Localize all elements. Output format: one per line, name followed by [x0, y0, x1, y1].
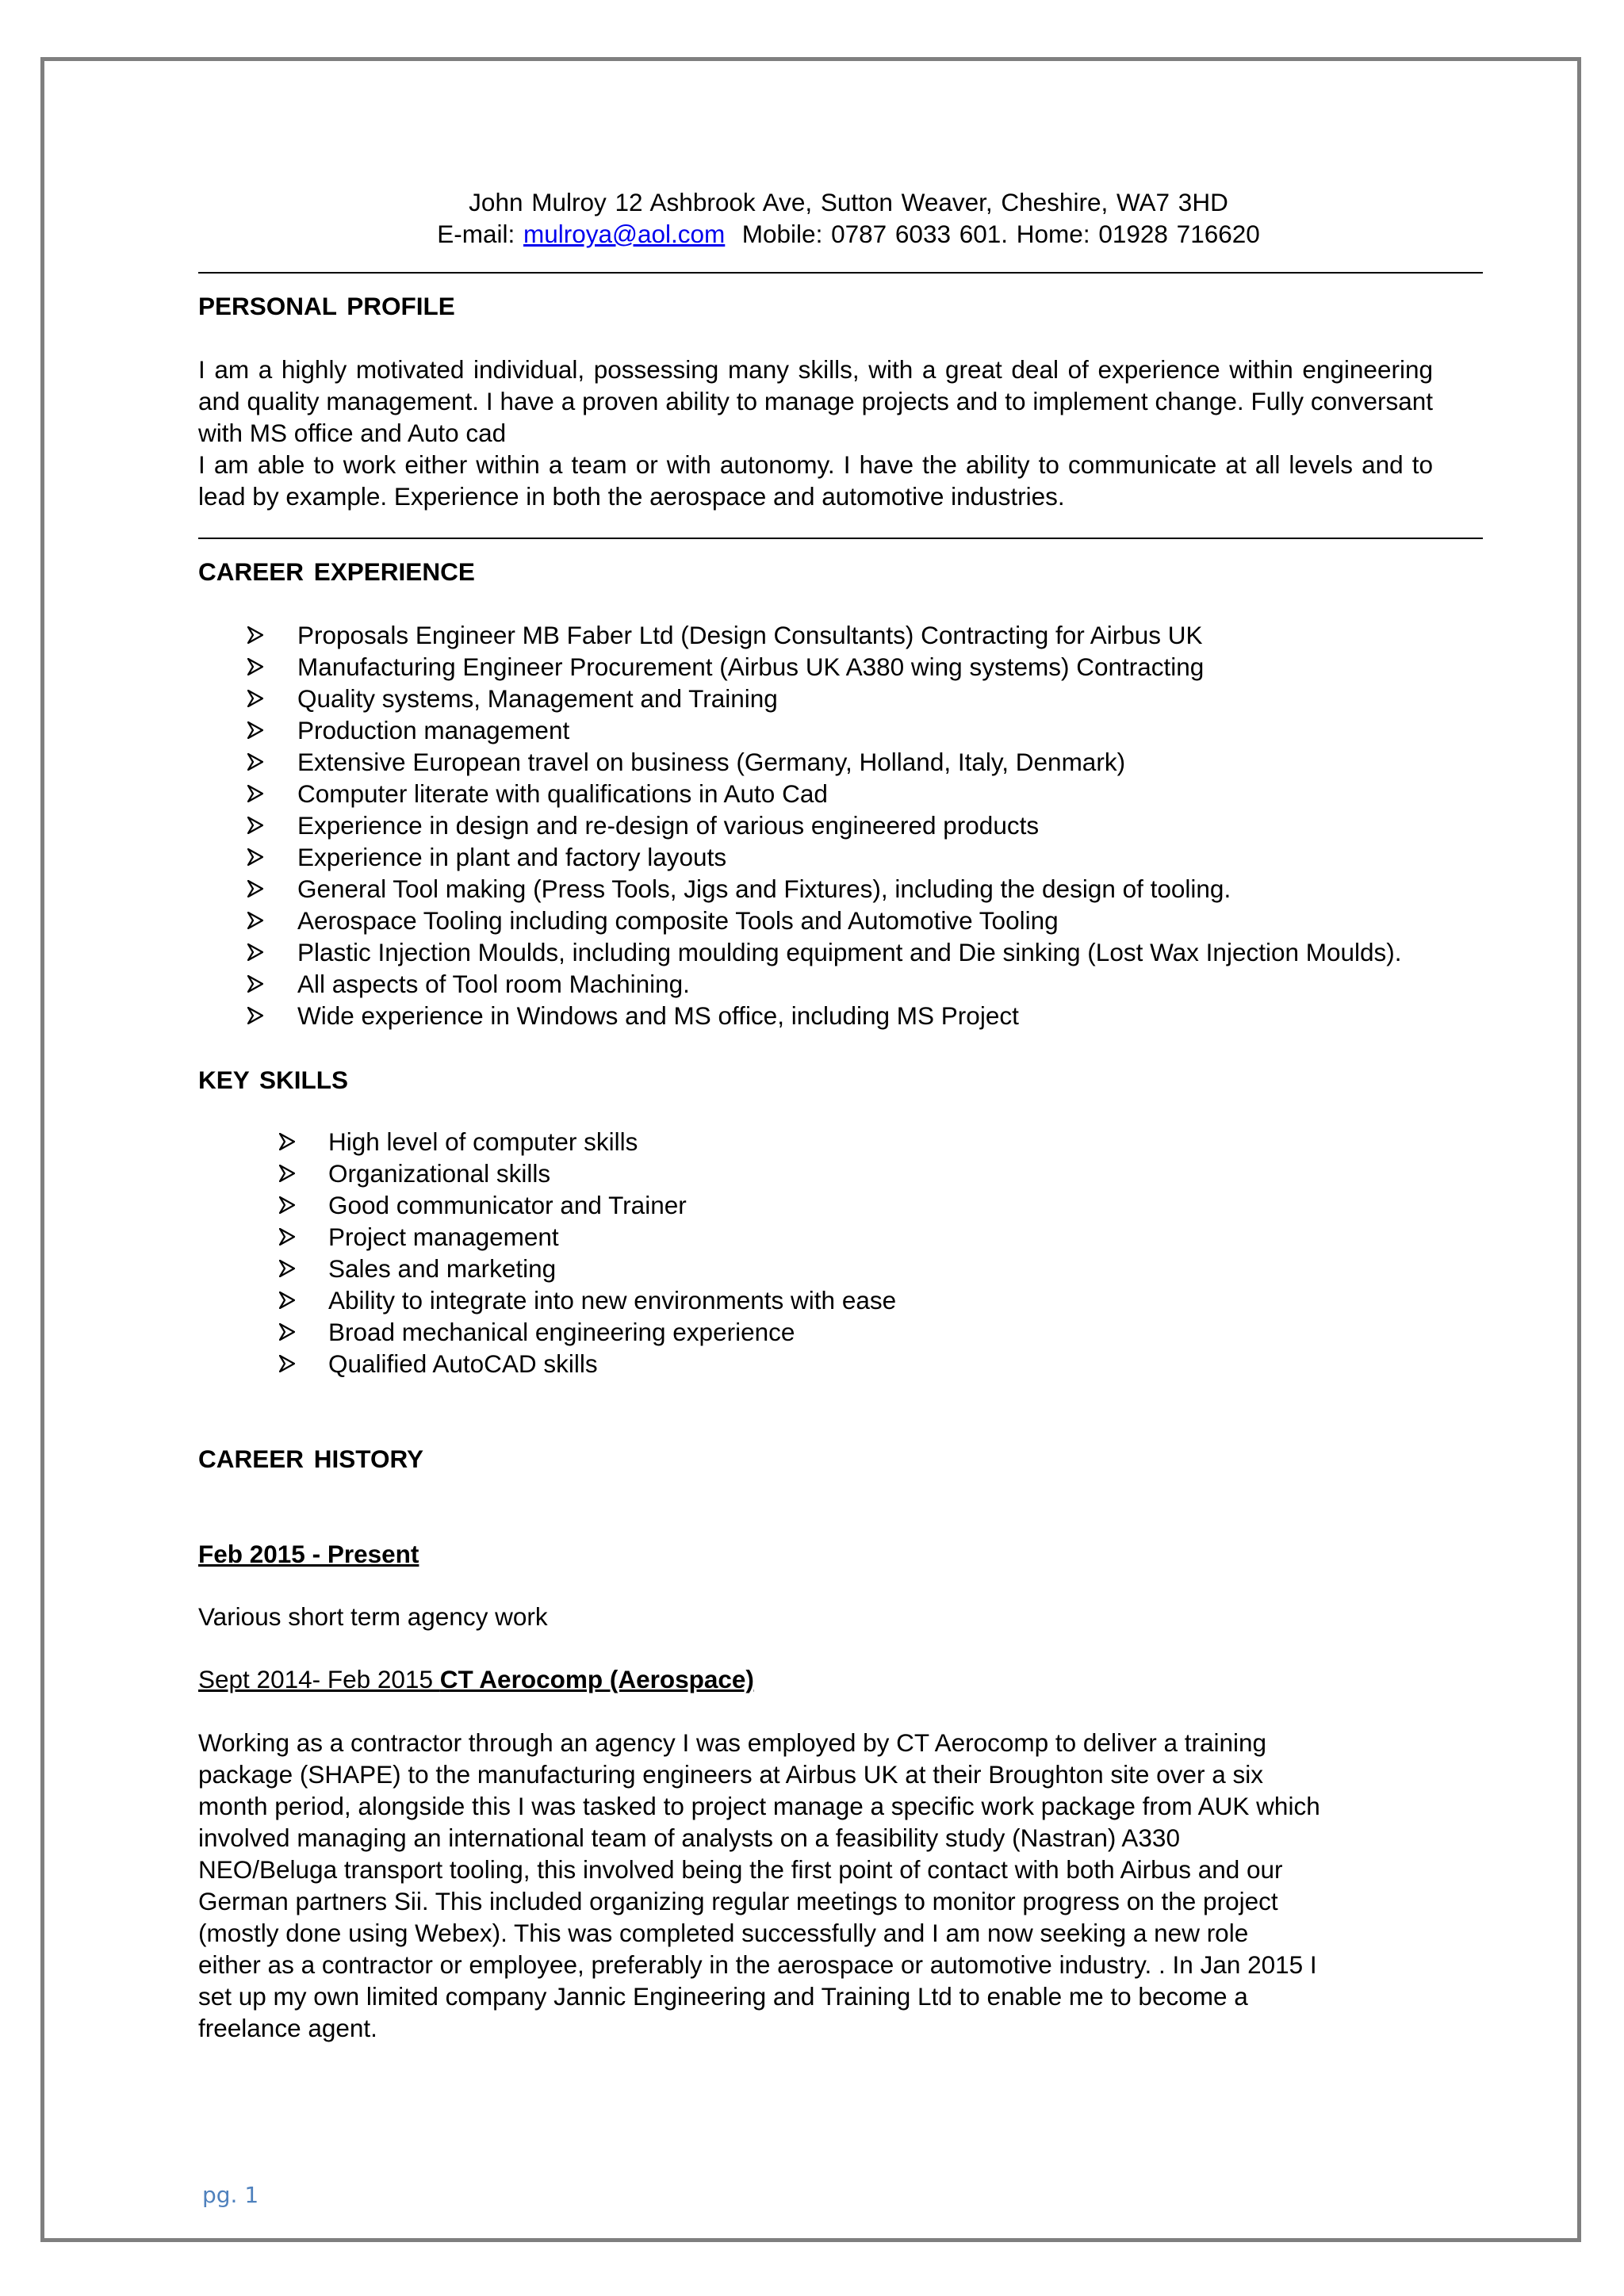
experience-item-text: General Tool making (Press Tools, Jigs and Fixtures), including the design of tooling. — [297, 874, 1231, 903]
arrow-bullet-icon — [247, 619, 263, 644]
history-entry-dates: Feb 2015 - Present — [198, 1540, 419, 1568]
history-entry-description — [198, 1727, 1467, 2044]
skill-item-text: Sales and marketing — [328, 1254, 557, 1283]
contact-line — [214, 218, 1483, 250]
arrow-bullet-icon — [247, 683, 263, 707]
arrow-bullet-icon — [247, 651, 263, 675]
history-text-line: package (SHAPE) to the manufacturing engineers at Airbus UK at their Broughton site over a six — [198, 1760, 1263, 1789]
skill-item — [198, 1253, 1483, 1284]
skill-item — [198, 1284, 1483, 1316]
experience-item — [198, 619, 1483, 651]
experience-item — [198, 778, 1483, 809]
skill-item-text: High level of computer skills — [328, 1127, 638, 1156]
history-text-line: involved managing an international team of analysts on a feasibility study (Nastran) A330 — [198, 1823, 1180, 1852]
arrow-bullet-icon — [247, 905, 263, 929]
arrow-bullet-icon — [247, 841, 263, 866]
experience-item — [198, 841, 1483, 873]
arrow-bullet-icon — [247, 1000, 263, 1024]
career-experience-title: CAREER EXPERIENCE — [198, 557, 475, 586]
skill-item — [198, 1348, 1483, 1380]
experience-item — [198, 1000, 1483, 1031]
skill-item-text: Broad mechanical engineering experience — [328, 1318, 795, 1346]
experience-item — [198, 651, 1483, 683]
experience-item-text: Manufacturing Engineer Procurement (Airbus UK A380 wing systems) Contracting — [297, 652, 1205, 681]
personal-profile-title: PERSONAL PROFILE — [198, 292, 455, 320]
arrow-bullet-icon — [247, 778, 263, 802]
experience-item — [198, 936, 1483, 968]
experience-item-text: Experience in plant and factory layouts — [297, 843, 727, 871]
arrow-bullet-icon — [247, 714, 263, 739]
history-text-line: NEO/Beluga transport tooling, this involved being the first point of contact with both Airbus and our — [198, 1855, 1283, 1884]
page-number: pg. 1 — [202, 2182, 259, 2208]
arrow-bullet-icon — [279, 1316, 295, 1341]
arrow-bullet-icon — [279, 1189, 295, 1214]
skill-item — [198, 1221, 1483, 1253]
career-history-title: CAREER HISTORY — [198, 1445, 424, 1473]
contact-header — [214, 186, 1483, 250]
experience-item — [198, 873, 1483, 905]
career-experience-list — [198, 619, 1483, 1031]
arrow-bullet-icon — [279, 1221, 295, 1246]
arrow-bullet-icon — [247, 936, 263, 961]
key-skills-list — [198, 1126, 1483, 1380]
arrow-bullet-icon — [279, 1158, 295, 1182]
profile-paragraph: I am a highly motivated individual, possessing many skills, with a great deal of experience within engineering and quality management. I have a proven ability to manage projects and to implement change. Fully conversant with MS office and Auto cad — [198, 355, 1433, 447]
experience-item-text: Proposals Engineer MB Faber Ltd (Design Consultants) Contracting for Airbus UK — [297, 621, 1203, 649]
experience-item-text: Computer literate with qualifications in Auto Cad — [297, 779, 828, 808]
arrow-bullet-icon — [247, 968, 263, 993]
arrow-bullet-icon — [279, 1253, 295, 1277]
skill-item — [198, 1126, 1483, 1158]
skill-item-text: Project management — [328, 1223, 559, 1251]
arrow-bullet-icon — [247, 746, 263, 771]
history-text-line: set up my own limited company Jannic Engineering and Training Ltd to enable me to become a — [198, 1982, 1248, 2011]
experience-item — [198, 683, 1483, 714]
history-text-line: either as a contractor or employee, preferably in the aerospace or automotive industry. . In Jan 2015 I — [198, 1950, 1317, 1979]
skill-item — [198, 1189, 1483, 1221]
email-link[interactable]: mulroya@aol.com — [523, 220, 726, 248]
personal-profile-text — [198, 354, 1433, 512]
experience-item-text: Production management — [297, 716, 570, 744]
history-text-line: Working as a contractor through an agency I was employed by CT Aerocomp to deliver a training — [198, 1728, 1267, 1757]
experience-item-text: Aerospace Tooling including composite Tools and Automotive Tooling — [297, 906, 1059, 935]
experience-item — [198, 905, 1483, 936]
resume-content — [198, 186, 1483, 2044]
experience-item — [198, 809, 1483, 841]
history-entry-heading — [198, 1663, 1483, 1695]
experience-item — [198, 968, 1483, 1000]
skill-item — [198, 1316, 1483, 1348]
name-address-line: John Mulroy 12 Ashbrook Ave, Sutton Weaver, Cheshire, WA7 3HD — [469, 188, 1228, 216]
experience-item-text: Extensive European travel on business (Germany, Holland, Italy, Denmark) — [297, 748, 1126, 776]
experience-item — [198, 714, 1483, 746]
profile-paragraph: I am able to work either within a team or with autonomy. I have the ability to communicate at all levels and to lead by example. Experience in both the aerospace and automotive industries. — [198, 450, 1433, 511]
experience-item-text: Quality systems, Management and Training — [297, 684, 778, 713]
history-entry-company: CT Aerocomp (Aerospace) — [439, 1665, 754, 1693]
history-text-line: month period, alongside this I was tasked to project manage a specific work package from AUK which — [198, 1792, 1320, 1820]
arrow-bullet-icon — [247, 873, 263, 897]
arrow-bullet-icon — [279, 1126, 295, 1150]
experience-item-text: Plastic Injection Moulds, including moulding equipment and Die sinking (Lost Wax Injection Moulds). — [297, 938, 1402, 966]
history-entry-dates: Sept 2014- Feb 2015 — [198, 1665, 440, 1693]
key-skills-title: KEY SKILLS — [198, 1066, 348, 1094]
email-label: E-mail: — [437, 220, 523, 248]
history-text-line: German partners Sii. This included organizing regular meetings to monitor progress on the project — [198, 1887, 1278, 1915]
history-text-line: freelance agent. — [198, 2014, 377, 2042]
experience-item — [198, 746, 1483, 778]
arrow-bullet-icon — [279, 1284, 295, 1309]
experience-item-text: Experience in design and re-design of various engineered products — [297, 811, 1040, 840]
history-entry-description: Various short term agency work — [198, 1602, 548, 1631]
experience-item-text: Wide experience in Windows and MS office, including MS Project — [297, 1001, 1019, 1030]
skill-item-text: Good communicator and Trainer — [328, 1191, 687, 1219]
skill-item — [198, 1158, 1483, 1189]
phone-numbers: Mobile: 0787 6033 601. Home: 01928 716620 — [725, 220, 1260, 248]
arrow-bullet-icon — [247, 809, 263, 834]
experience-item-text: All aspects of Tool room Machining. — [297, 970, 690, 998]
skill-item-text: Qualified AutoCAD skills — [328, 1349, 598, 1378]
history-text-line: (mostly done using Webex). This was completed successfully and I am now seeking a new role — [198, 1919, 1249, 1947]
skill-item-text: Organizational skills — [328, 1159, 551, 1188]
arrow-bullet-icon — [279, 1348, 295, 1372]
skill-item-text: Ability to integrate into new environments with ease — [328, 1286, 897, 1314]
